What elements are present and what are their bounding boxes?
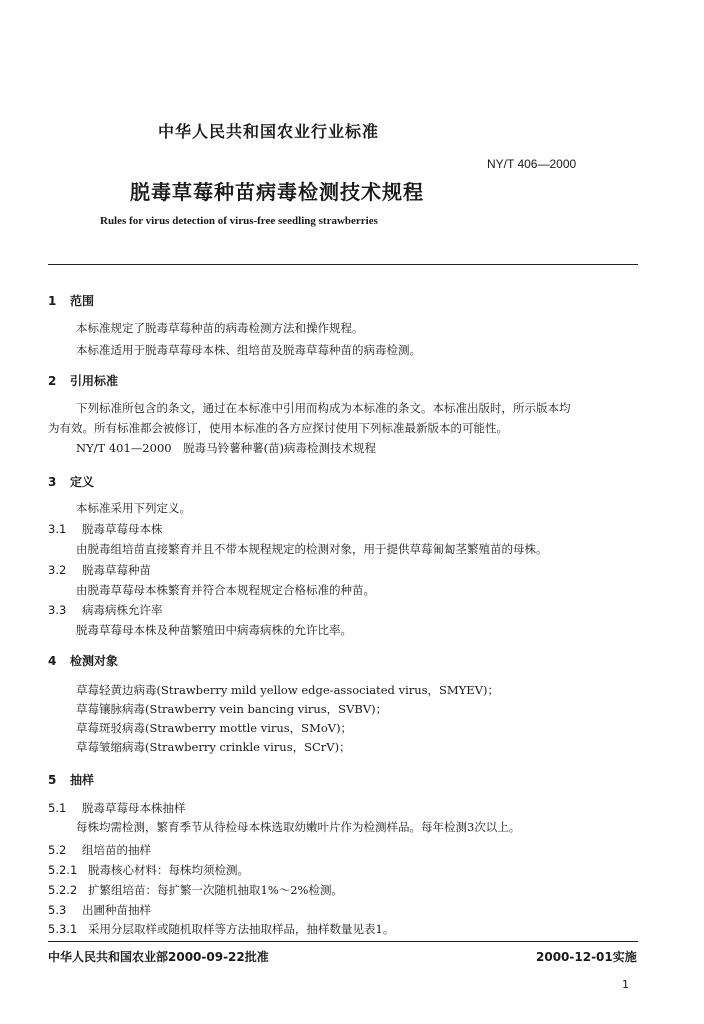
definition-term: 脱毒草莓种苗 [82,563,151,577]
section-heading [48,292,94,309]
paragraph: 下列标准所包含的条文，通过在本标准中引用而构成为本标准的条文。本标准出版时，所示版本均 [76,401,571,415]
subsection-item [48,862,249,878]
subsection-number: 5.1 [48,801,67,815]
subsection-number: 5.2.2 [48,883,78,897]
section-number: 5 [48,773,57,787]
subsection-item [48,921,394,937]
definition-number: 3.1 [48,522,67,536]
subsection-title: 脱毒草莓母本株抽样 [82,801,186,815]
section-heading [48,652,118,669]
section-heading [48,771,94,788]
definition-term: 病毒病株允许率 [82,603,163,617]
subsection-number: 5.3.1 [48,922,78,936]
definition-term: 脱毒草莓母本株 [82,522,163,536]
definition-heading [48,602,163,618]
section-number: 3 [48,475,57,489]
standard-number: NY/T 406—2000 [487,157,577,171]
definition-number: 3.3 [48,603,67,617]
section-title: 检测对象 [70,654,119,668]
subsection-text: 脱毒核心材料：每株均须检测。 [88,863,249,877]
paragraph: 每株均需检测，繁育季节从待检母本株选取幼嫩叶片作为检测样品。每年检测3次以上。 [76,820,521,834]
definition-heading [48,562,151,578]
definition-text: 由脱毒草莓母本株繁育并符合本规程规定合格标准的种苗。 [76,583,375,597]
section-number: 1 [48,294,57,308]
virus-list-item: 草莓镶脉病毒(Strawberry vein bancing virus，SVBV)； [76,702,388,716]
section-title: 范围 [70,294,95,308]
document-subtitle-english: Rules for virus detection of virus-free seedling strawberries [100,215,378,227]
paragraph: 本标准适用于脱毒草莓母本株、组培苗及脱毒草莓种苗的病毒检测。 [76,343,421,357]
section-number: 4 [48,654,57,668]
document-title: 脱毒草莓种苗病毒检测技术规程 [130,180,424,204]
definition-text: 脱毒草莓母本株及种苗繁殖田中病毒病株的允许比率。 [76,623,352,637]
footer-divider [48,941,638,942]
normative-reference: NY/T 401—2000 脱毒马铃薯种薯(苗)病毒检测技术规程 [76,441,377,455]
subsection-heading [48,902,151,918]
section-number: 2 [48,374,57,388]
page-number: 1 [622,978,629,991]
definition-heading [48,521,163,537]
section-title: 定义 [70,475,95,489]
section-title: 引用标准 [70,374,119,388]
virus-list-item: 草莓斑驳病毒(Strawberry mottle virus，SMoV)； [76,721,353,735]
paragraph: 为有效。所有标准都会被修订，使用本标准的各方应探讨使用下列标准最新版本的可能性。 [48,421,508,435]
definition-text: 由脱毒组培苗直接繁育并且不带本规程规定的检测对象，用于提供草莓匍匐茎繁殖苗的母株。 [76,542,548,556]
implementation-date: 2000-12-01实施 [536,950,637,964]
header-divider [48,264,638,265]
subsection-number: 5.2 [48,843,67,857]
paragraph: 本标准规定了脱毒草莓种苗的病毒检测方法和操作规程。 [76,321,364,335]
paragraph: 本标准采用下列定义。 [76,501,191,515]
section-heading [48,473,94,490]
definition-number: 3.2 [48,563,67,577]
issuing-authority-title: 中华人民共和国农业行业标准 [158,122,380,141]
subsection-number: 5.3 [48,903,67,917]
virus-list-item: 草莓轻黄边病毒(Strawberry mild yellow edge-associated virus，SMYEV)； [76,683,499,697]
subsection-text: 采用分层取样或随机取样等方法抽取样品，抽样数量见表1。 [88,922,395,936]
subsection-number: 5.2.1 [48,863,78,877]
subsection-title: 组培苗的抽样 [82,843,151,857]
approval-statement: 中华人民共和国农业部2000-09-22批准 [48,950,269,964]
subsection-item [48,882,343,898]
subsection-text: 扩繁组培苗：每扩繁一次随机抽取1%～2%检测。 [88,883,343,897]
subsection-heading [48,800,186,816]
subsection-title: 出圃种苗抽样 [82,903,151,917]
subsection-heading [48,842,151,858]
virus-list-item: 草莓皱缩病毒(Strawberry crinkle virus，SCrV)； [76,740,351,754]
section-heading [48,372,118,389]
section-title: 抽样 [70,773,95,787]
